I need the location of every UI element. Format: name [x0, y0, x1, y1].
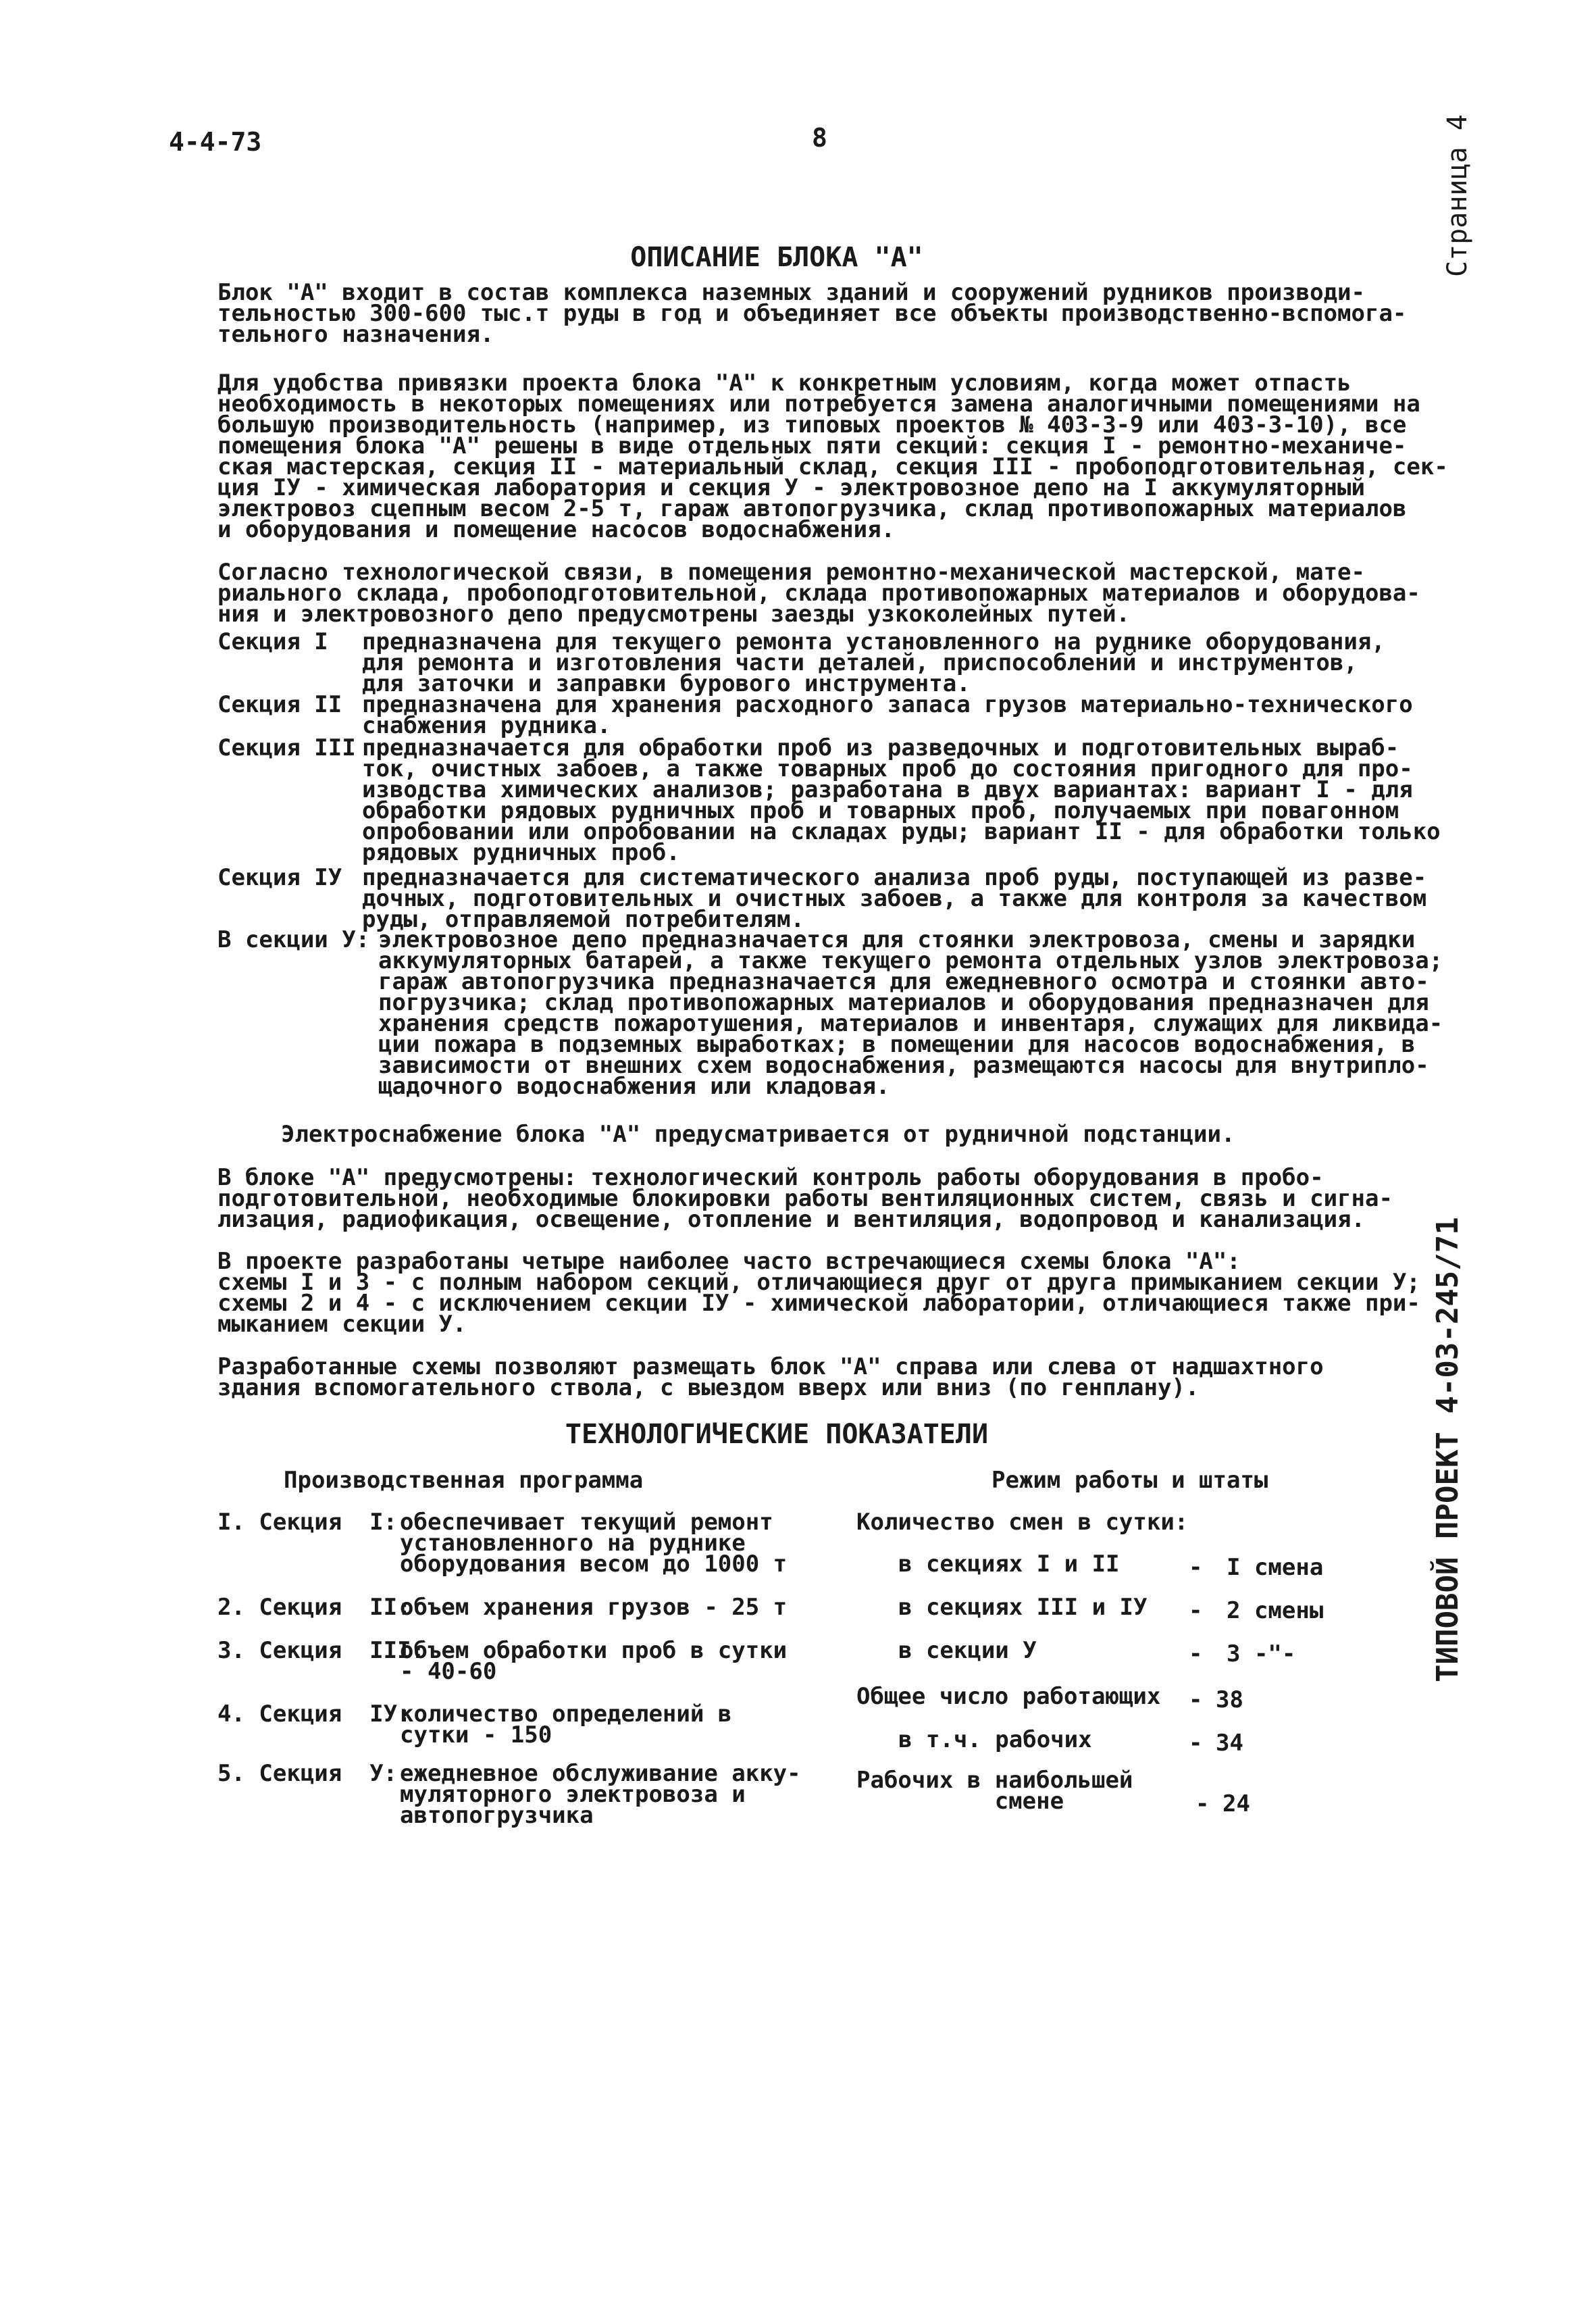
program-item-1-text: обеспечивает текущий ремонт установленного на руднике оборудования весом до 1000 т [400, 1509, 788, 1578]
section-2-text: предназначена для хранения расходного запаса грузов материально-технического снабжения рудника. [362, 691, 1413, 739]
staff-row-2-dash: - [1189, 1730, 1203, 1757]
program-item-5-text: ежедневное обслуживание акку- муляторного электровоза и автопогрузчика [400, 1760, 801, 1829]
outro-paragraph-2: В блоке "А" предусмотрены: технологический контроль работы оборудования в пробо- подготовительной, необходимые блокировки работы вентиляционных систем, связь и сигна- лизация, радиофикация, освещение, отопление и вентиляция, водопровод и канализация. [217, 1164, 1393, 1233]
section-1-text: предназначена для текущего ремонта установленного на руднике оборудования, для ремонта и изготовления части деталей, приспособлений и инструментов, для заточки и заправки бурового инструмента. [362, 628, 1385, 697]
program-item-5-label: 5. Секция У: [217, 1760, 398, 1787]
intro-paragraph-1: Блок "А" входит в состав комплекса наземных зданий и сооружений рудников производи- тельностью 300-600 тыс.т руды в год и объединяет все объекты производственно-вспомога- тельного назначения. [217, 279, 1407, 348]
outro-paragraph-1: Электроснабжение блока "А" предусматривается от рудничной подстанции. [281, 1121, 1235, 1148]
program-item-2-text: объем хранения грузов - 25 т [400, 1594, 788, 1621]
page-title: ОПИСАНИЕ БЛОКА "А" [630, 242, 923, 273]
intro-paragraph-2: Для удобства привязки проекта блока "А" к конкретным условиям, когда может отпасть необходимость в некоторых помещениях или потребуется замена аналогичными помещениями на большую производительность (например, из типовых проектов № 403-3-9 или 403-3-10), все помещения блока "А" решены в виде отдельных пяти секций: секция I - ремонтно-механиче- ская мастерская, секция II - материальный склад, секция III - пробоподготовительная, сек- ция IУ - химическая лаборатория и секция У - электровозное депо на I аккумуляторный электровоз сцепным весом 2-5 т, гараж автопогрузчика, склад противопожарных материалов и оборудования и помещение насосов водоснабжения. [217, 370, 1448, 543]
staff-row-3-value: 24 [1222, 1790, 1250, 1817]
program-item-4-label: 4. Секция IУ: [217, 1701, 411, 1728]
shift-row-1-dash: - [1189, 1554, 1203, 1581]
shift-row-2-dash: - [1189, 1597, 1203, 1624]
page-number: 8 [812, 123, 827, 153]
outro-paragraph-4: Разработанные схемы позволяют размещать блок "А" справа или слева от надшахтного здания вспомогательного ствола, с выездом вверх или вниз (по генплану). [217, 1353, 1324, 1401]
shift-row-3-label: в секции У [898, 1637, 1037, 1664]
staff-heading: Режим работы и штаты [992, 1467, 1268, 1494]
program-item-2-label: 2. Секция II: [217, 1594, 411, 1621]
staff-row-3-label: Рабочих в наибольшей смене [856, 1767, 1133, 1815]
program-heading: Производственная программа [284, 1467, 644, 1494]
side-page-label: Страница 4 [1442, 114, 1473, 277]
shift-row-2-label: в секциях III и IУ [898, 1594, 1148, 1621]
staff-row-1-dash: - [1189, 1686, 1203, 1713]
indicators-title: ТЕХНОЛОГИЧЕСКИЕ ПОКАЗАТЕЛИ [565, 1419, 989, 1450]
document-code: 4-4-73 [169, 127, 262, 157]
shift-row-2-value: 2 смены [1227, 1597, 1324, 1624]
section-4-text: предназначается для систематического анализа проб руды, поступающей из разве- дочных, подготовительных и очистных забоев, а также для контроля за качеством руды, отправляемой потребителям. [362, 864, 1427, 933]
shift-row-1-value: I смена [1227, 1554, 1324, 1581]
program-item-3-label: 3. Секция III: [217, 1637, 426, 1664]
program-item-1-label: I. Секция I: [217, 1509, 398, 1536]
staff-row-2-value: 34 [1216, 1730, 1243, 1757]
section-3-text: предназначается для обработки проб из разведочных и подготовительных выраб- ток, очистных забоев, а также товарных проб до состояния пригодного для про- изводства химических анализов; разработана в двух вариантах: вариант I - для обработки рядовых рудничных проб и товарных проб, получаемых при повагонном опробовании или опробовании на складах руды; вариант II - для обработки только рядовых рудничных проб. [362, 734, 1441, 866]
outro-paragraph-3: В проекте разработаны четыре наиболее часто встречающиеся схемы блока "А": схемы I и 3 - с полным набором секций, отличающиеся друг от друга примыканием секции У; схемы 2 и 4 - с исключением секции IУ - химической лаборатории, отличающиеся также при- мыканием секции У. [217, 1248, 1420, 1338]
staff-row-3-dash: - [1195, 1790, 1210, 1817]
intro-paragraph-3: Согласно технологической связи, в помещения ремонтно-механической мастерской, мате- риального склада, пробоподготовительной, склада противопожарных материалов и оборудова- ния и электровозного депо предусмотрены заезды узкоколейных путей. [217, 559, 1420, 628]
section-5-label: В секции У: [217, 926, 370, 953]
shift-row-3-dash: - [1189, 1640, 1203, 1667]
program-item-3-text: объем обработки проб в сутки - 40-60 [400, 1637, 788, 1685]
section-1-label: Секция I [217, 628, 328, 655]
shift-row-1-label: в секциях I и II [898, 1551, 1120, 1578]
section-2-label: Секция II [217, 691, 342, 718]
section-3-label: Секция III [217, 734, 356, 761]
staff-row-1-label: Общее число работающих [856, 1683, 1161, 1710]
shifts-heading: Количество смен в сутки: [856, 1509, 1189, 1536]
staff-row-1-value: 38 [1216, 1686, 1243, 1713]
staff-row-2-label: в т.ч. рабочих [898, 1726, 1092, 1753]
program-item-4-text: количество определений в сутки - 150 [400, 1701, 732, 1749]
shift-row-3-value: 3 -"- [1227, 1640, 1296, 1667]
section-4-label: Секция IУ [217, 864, 342, 891]
section-5-text: электровозное депо предназначается для стоянки электровоза, смены и зарядки аккумуляторных батарей, а также текущего ремонта отдельных узлов электровоза; гараж автопогрузчика предназначается для ежедневного осмотра и стоянки авто- погрузчика; склад противопожарных материалов и оборудования предназначен для хранения средств пожаротушения, материалов и инвентаря, служащих для ликвида- ции пожара в подземных выработках; в помещении для насосов водоснабжения, в зависимости от внешних схем водоснабжения, размещаются насосы для внутрипло- щадочного водоснабжения или кладовая. [378, 926, 1443, 1100]
side-project-label: ТИПОВОЙ ПРОЕКТ 4-03-245/71 [1431, 1217, 1465, 1682]
